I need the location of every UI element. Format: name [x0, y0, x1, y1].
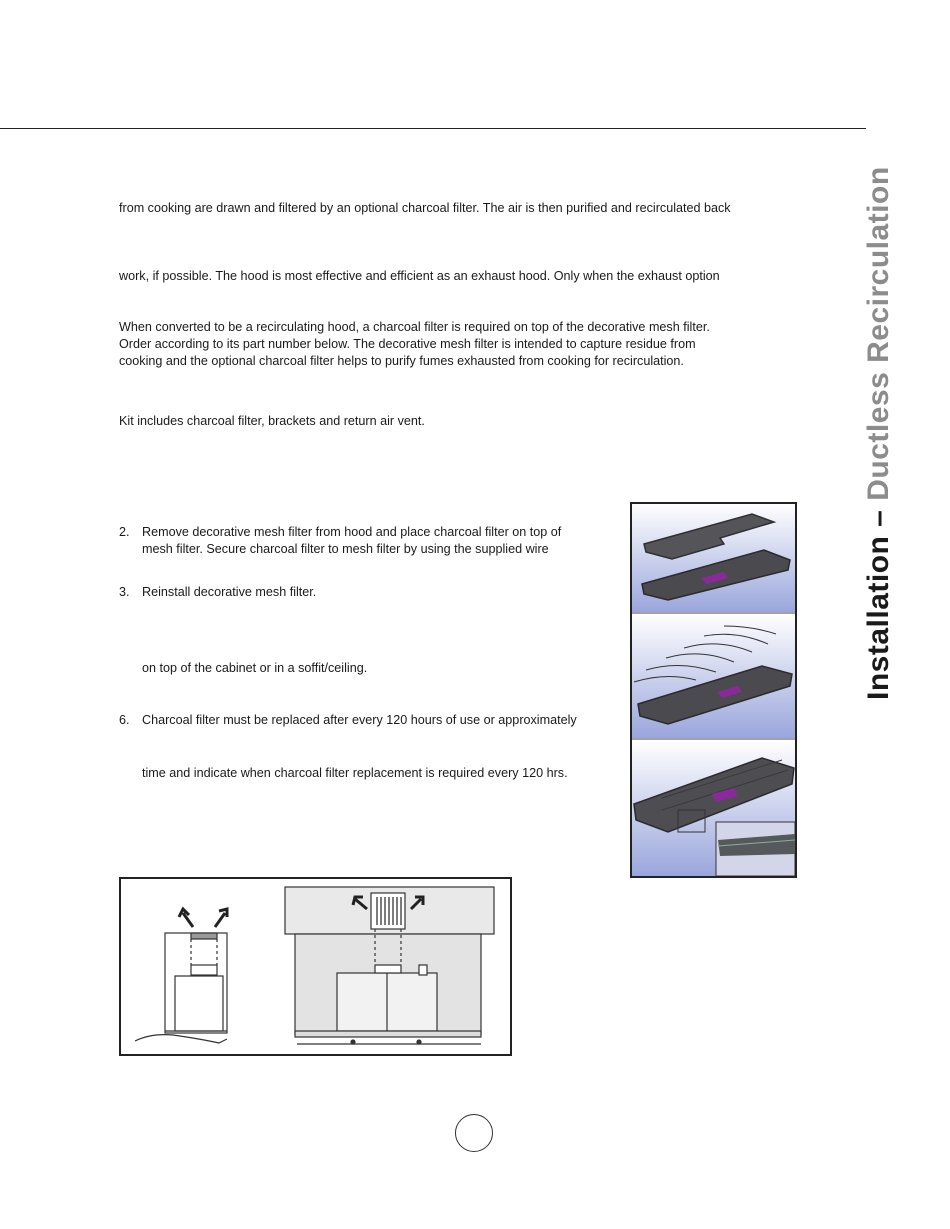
side-title-installation: Installation – — [862, 509, 895, 700]
intro-paragraph-1: from cooking are drawn and filtered by an optional charcoal filter. The air is then purified and recirculated back — [119, 201, 731, 215]
panel-place-charcoal-filter — [632, 504, 795, 612]
panel-secure-with-wire — [632, 614, 795, 738]
step-text: time and indicate when charcoal filter replacement is required every 120 hrs. — [142, 766, 568, 780]
step-number: 2. — [119, 525, 130, 539]
recirculation-line-2: Order according to its part number below. The decorative mesh filter is intended to capture residue from — [119, 337, 696, 351]
recirculation-line-1: When converted to be a recirculating hood, a charcoal filter is required on top of the decorative mesh filter. — [119, 320, 710, 334]
recirculation-paragraph — [119, 319, 710, 370]
step-number: 6. — [119, 713, 130, 727]
step-line: mesh filter. Secure charcoal filter to mesh filter by using the supplied wire — [142, 542, 549, 556]
kit-includes-text: Kit includes charcoal filter, brackets and return air vent. — [119, 414, 425, 428]
hood-front-view — [285, 887, 494, 1044]
hood-airflow-diagram — [119, 877, 512, 1056]
step-text: on top of the cabinet or in a soffit/ceiling. — [142, 661, 368, 675]
airflow-arrow-right — [215, 909, 227, 927]
filter-installation-figure — [630, 502, 797, 878]
section-side-title — [862, 166, 896, 700]
step-number: 3. — [119, 585, 130, 599]
hood-side-view — [135, 933, 227, 1043]
airflow-arrow-left — [179, 909, 193, 927]
panel-filter-secured — [632, 740, 795, 876]
header-rule — [0, 128, 866, 129]
side-title-ductless: Ductless Recirculation — [862, 166, 895, 501]
page-number-circle — [455, 1114, 493, 1152]
step-line: Remove decorative mesh filter from hood and place charcoal filter on top of — [142, 525, 562, 539]
step-text — [142, 524, 561, 558]
step-text: Charcoal filter must be replaced after every 120 hours of use or approximately — [142, 713, 577, 727]
intro-paragraph-2: work, if possible. The hood is most effective and efficient as an exhaust hood. Only when the exhaust option — [119, 269, 720, 283]
recirculation-line-3: cooking and the optional charcoal filter helps to purify fumes exhausted from cooking for recirculation. — [119, 354, 684, 368]
step-text: Reinstall decorative mesh filter. — [142, 585, 317, 599]
